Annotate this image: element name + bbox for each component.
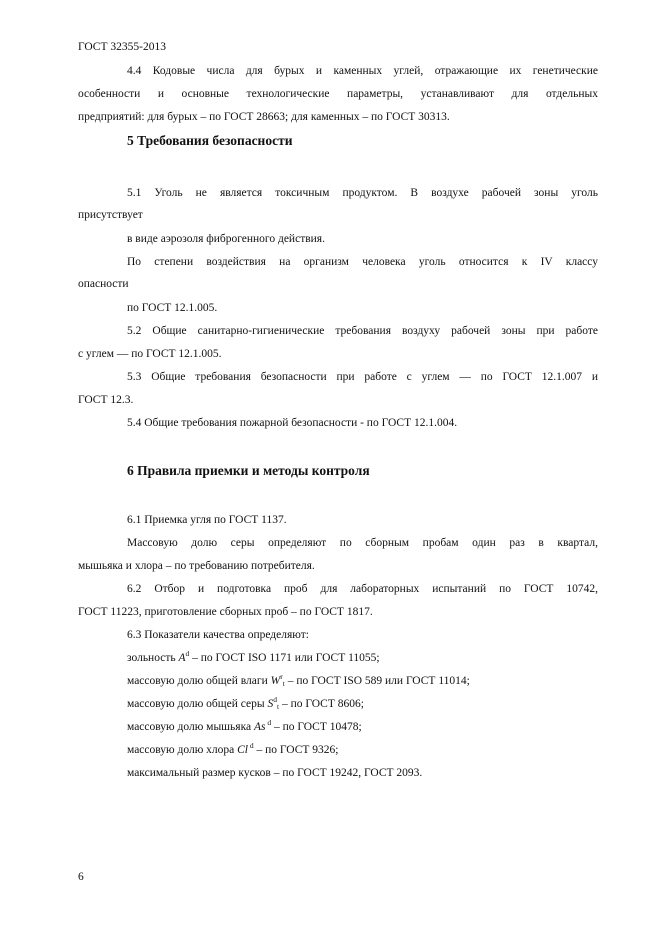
- indicator-ash-symbol: A: [178, 652, 186, 664]
- paragraph-6-1b-line-2: мышьяка и хлора – по требованию потребителя.: [78, 560, 315, 572]
- indicator-chlorine-method: – по ГОСТ 9326;: [253, 744, 339, 756]
- indicator-arsenic-method: – по ГОСТ 10478;: [271, 721, 362, 733]
- paragraph-5-3-line-2: ГОСТ 12.3.: [78, 394, 134, 406]
- paragraph-6-2-line-2: ГОСТ 11223, приготовление сборных проб – по ГОСТ 1817.: [78, 606, 373, 618]
- indicator-moisture: [127, 674, 470, 688]
- indicator-chlorine-superscript: d: [248, 741, 254, 750]
- paragraph-4-4-line-2: особенности и основные технологические параметры, устанавливают для отдельных: [78, 88, 598, 100]
- indicator-sulfur: [127, 697, 364, 711]
- indicator-max-piece-size: максимальный размер кусков – по ГОСТ 19242, ГОСТ 2093.: [127, 767, 423, 779]
- paragraph-5-2-line-1: 5.2 Общие санитарно-гигиенические требования воздуху рабочей зоны при работе: [127, 325, 598, 337]
- paragraph-5-1-line-3: в виде аэрозоля фиброгенного действия.: [127, 233, 325, 245]
- indicator-arsenic-superscript: d: [265, 718, 272, 727]
- page-number: 6: [78, 871, 84, 883]
- indicator-chlorine-symbol: Cl: [237, 744, 249, 756]
- indicator-sulfur-subscript: t: [276, 702, 280, 711]
- paragraph-6-3: 6.3 Показатели качества определяют:: [127, 629, 309, 641]
- indicator-moisture-method: – по ГОСТ ISO 589 или ГОСТ 11014;: [284, 675, 470, 687]
- indicator-ash-method: – по ГОСТ ISO 1171 или ГОСТ 11055;: [189, 652, 380, 664]
- indicator-moisture-superscript: r: [280, 672, 283, 681]
- document-code-header: ГОСТ 32355-2013: [78, 41, 166, 53]
- section-5-heading: 5 Требования безопасности: [127, 133, 293, 148]
- indicator-ash-prefix: зольность: [127, 652, 179, 664]
- indicator-ash-superscript: d: [185, 649, 190, 658]
- section-6-heading: 6 Правила приемки и методы контроля: [127, 463, 370, 478]
- paragraph-5-3-line-1: 5.3 Общие требования безопасности при работе с углем — по ГОСТ 12.1.007 и: [127, 371, 598, 383]
- paragraph-6-1b-line-1: Массовую долю серы определяют по сборным пробам один раз в квартал,: [127, 537, 598, 549]
- paragraph-5-4: 5.4 Общие требования пожарной безопасности - по ГОСТ 12.1.004.: [127, 417, 458, 429]
- paragraph-5-1b-line-1: По степени воздействия на организм человека уголь относится к IV классу: [127, 256, 598, 268]
- indicator-moisture-prefix: массовую долю общей влаги: [127, 675, 271, 687]
- indicator-moisture-symbol: W: [270, 675, 281, 687]
- indicator-chlorine: [127, 743, 339, 757]
- indicator-arsenic: [127, 720, 362, 734]
- paragraph-5-1-line-2: присутствует: [78, 209, 143, 221]
- paragraph-6-2-line-1: 6.2 Отбор и подготовка проб для лабораторных испытаний по ГОСТ 10742,: [127, 583, 598, 595]
- indicator-chlorine-prefix: массовую долю хлора: [127, 744, 238, 756]
- paragraph-4-4-line-3: предприятий: для бурых – по ГОСТ 28663; для каменных – по ГОСТ 30313.: [78, 111, 450, 123]
- indicator-sulfur-symbol: S: [267, 698, 274, 710]
- paragraph-5-1-line-1: 5.1 Уголь не является токсичным продуктом. В воздухе рабочей зоны уголь: [127, 187, 598, 199]
- paragraph-4-4-line-1: 4.4 Кодовые числа для бурых и каменных углей, отражающие их генетические: [127, 65, 598, 77]
- indicator-moisture-subscript: t: [282, 679, 285, 688]
- paragraph-5-1b-line-3: по ГОСТ 12.1.005.: [127, 302, 218, 314]
- paragraph-5-2-line-2: с углем — по ГОСТ 12.1.005.: [78, 348, 222, 360]
- indicator-ash: [127, 651, 380, 665]
- indicator-arsenic-symbol: As: [253, 721, 266, 733]
- indicator-sulfur-method: – по ГОСТ 8606;: [279, 698, 364, 710]
- paragraph-6-1: 6.1 Приемка угля по ГОСТ 1137.: [127, 514, 287, 526]
- indicator-sulfur-prefix: массовую долю общей серы: [127, 698, 268, 710]
- indicator-sulfur-superscript: d: [273, 695, 277, 704]
- paragraph-5-1b-line-2: опасности: [78, 278, 129, 290]
- indicator-arsenic-prefix: массовую долю мышьяка: [127, 721, 254, 733]
